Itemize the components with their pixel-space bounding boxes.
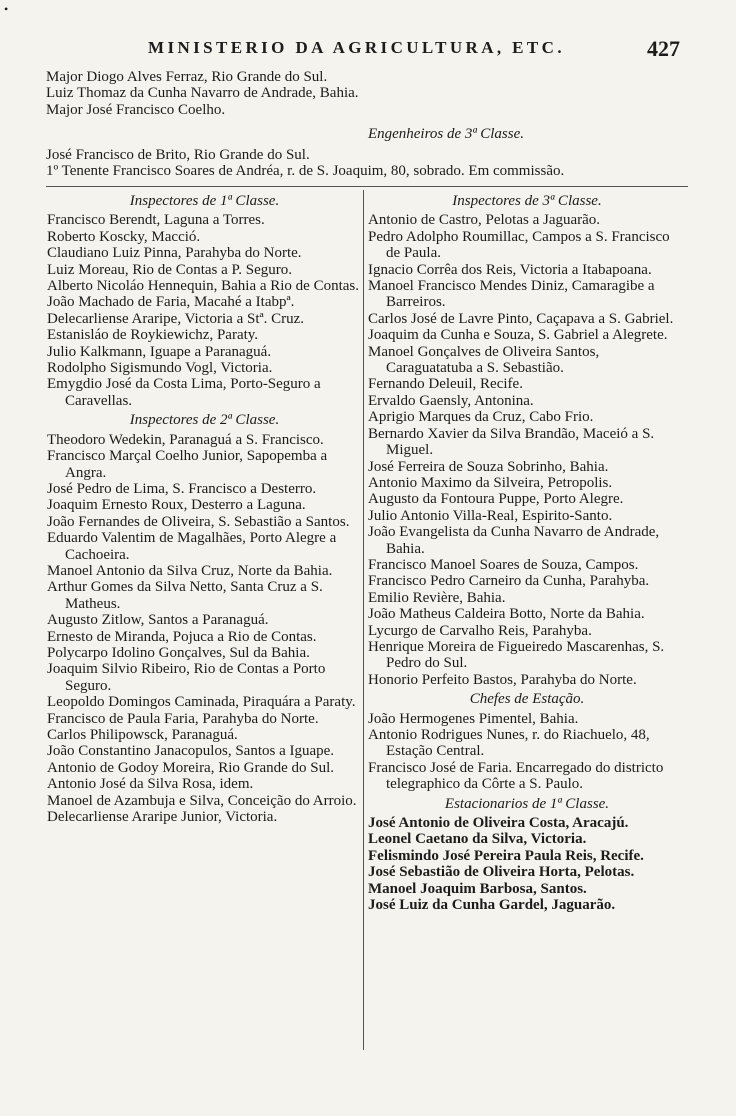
right-column bbox=[368, 190, 686, 913]
list-item: Francisco Pedro Carneiro da Cunha, Parahyba. bbox=[368, 573, 650, 590]
list-item: Emygdio José da Costa Lima, Porto-Seguro a Caravellas. bbox=[47, 376, 321, 409]
list-item: Manoel de Azambuja e Silva, Conceição do Arroio. bbox=[47, 792, 357, 809]
entry-list bbox=[368, 815, 686, 913]
page-header bbox=[140, 36, 680, 66]
list-item: Joaquim Ernesto Roux, Desterro a Laguna. bbox=[47, 497, 306, 514]
list-item: Alberto Nicoláo Hennequin, Bahia a Rio de Contas. bbox=[47, 278, 360, 295]
list-item: Francisco Berendt, Laguna a Torres. bbox=[47, 212, 265, 229]
list-item: José Francisco de Brito, Rio Grande do Sul. bbox=[46, 146, 310, 163]
section-heading-inspectores-1: Inspectores de 1ª Classe. bbox=[129, 193, 280, 209]
section-heading-estacionarios: Estacionarios de 1ª Classe. bbox=[444, 795, 610, 812]
list-item: Polycarpo Idolino Gonçalves, Sul da Bahia. bbox=[47, 644, 310, 661]
list-item: Antonio José da Silva Rosa, idem. bbox=[47, 776, 254, 793]
list-item: Aprigio Marques da Cruz, Cabo Frio. bbox=[368, 409, 594, 426]
list-item: Julio Kalkmann, Iguape a Paranaguá. bbox=[47, 343, 272, 360]
list-item: Bernardo Xavier da Silva Brandão, Maceió a S. Miguel. bbox=[368, 425, 655, 459]
list-item: Antonio de Godoy Moreira, Rio Grande do Sul. bbox=[47, 759, 335, 776]
list-item: Arthur Gomes da Silva Netto, Santa Cruz a S. Matheus. bbox=[47, 579, 323, 612]
list-item: Francisco Marçal Coelho Junior, Sapopemba a Angra. bbox=[47, 448, 328, 481]
list-item: Honorio Perfeito Bastos, Parahyba do Norte. bbox=[368, 671, 637, 688]
list-item: José Luiz da Cunha Gardel, Jaguarão. bbox=[368, 897, 616, 914]
list-item: João Fernandes de Oliveira, S. Sebastião a Santos. bbox=[47, 513, 350, 530]
list-item: Pedro Adolpho Roumillac, Campos a S. Francisco de Paula. bbox=[368, 228, 670, 262]
list-item: Julio Antonio Villa-Real, Espirito-Santo. bbox=[368, 507, 613, 524]
list-item: Francisco de Paula Faria, Parahyba do Norte. bbox=[47, 710, 319, 727]
list-item: João Matheus Caldeira Botto, Norte da Bahia. bbox=[368, 606, 645, 623]
list-item: João Machado de Faria, Macahé a Itabpª. bbox=[47, 294, 295, 311]
list-item: Estanisláo de Roykiewichz, Paraty. bbox=[47, 327, 259, 344]
list-item: Augusto da Fontoura Puppe, Porto Alegre. bbox=[368, 491, 624, 508]
list-item: Ernesto de Miranda, Pojuca a Rio de Contas. bbox=[47, 628, 317, 645]
list-item: Antonio Rodrigues Nunes, r. do Riachuelo, 48, Estação Central. bbox=[368, 727, 650, 760]
page-number: 427 bbox=[647, 36, 680, 61]
list-item: Delecarliense Araripe Junior, Victoria. bbox=[47, 809, 278, 826]
list-item: Francisco José de Faria. Encarregado do districto telegraphico da Côrte a S. Paulo. bbox=[368, 759, 664, 793]
entry-list bbox=[47, 212, 362, 409]
column-top-rule bbox=[46, 186, 688, 187]
list-item: Ignacio Corrêa dos Reis, Victoria a Itabapoana. bbox=[368, 261, 652, 278]
top-block bbox=[46, 69, 696, 179]
list-item: Major Diogo Alves Ferraz, Rio Grande do Sul. bbox=[46, 69, 328, 85]
margin-mark: • bbox=[4, 2, 9, 16]
list-item: Carlos Philipowsck, Paranaguá. bbox=[47, 727, 238, 743]
list-item: João Evangelista da Cunha Navarro de Andrade, Bahia. bbox=[368, 524, 660, 557]
entry-list bbox=[368, 711, 686, 793]
list-item: Leonel Caetano da Silva, Victoria. bbox=[368, 831, 587, 848]
list-item: 1º Tenente Francisco Soares de Andréa, r. de S. Joaquim, 80, sobrado. Em commissão. bbox=[46, 163, 565, 180]
list-item: Carlos José de Lavre Pinto, Caçapava a S. Gabriel. bbox=[368, 310, 674, 327]
list-item: José Sebastião de Oliveira Horta, Pelotas. bbox=[368, 864, 635, 881]
list-item: José Antonio de Oliveira Costa, Aracajú. bbox=[368, 815, 629, 832]
list-item: Joaquim da Cunha e Souza, S. Gabriel a Alegrete. bbox=[368, 327, 668, 344]
list-item: Manoel Antonio da Silva Cruz, Norte da Bahia. bbox=[47, 562, 333, 579]
entry-list bbox=[368, 212, 686, 688]
list-item: Fernando Deleuil, Recife. bbox=[368, 376, 523, 393]
list-item: Antonio Maximo da Silveira, Petropolis. bbox=[368, 474, 613, 491]
list-item: Augusto Zitlow, Santos a Paranaguá. bbox=[47, 612, 269, 629]
list-item: Manoel Francisco Mendes Diniz, Camaragibe a Barreiros. bbox=[368, 278, 655, 311]
list-item: José Ferreira de Souza Sobrinho, Bahia. bbox=[368, 458, 609, 475]
list-item: Delecarliense Araripe, Victoria a Stª. Cruz. bbox=[47, 310, 305, 327]
list-item: Lycurgo de Carvalho Reis, Parahyba. bbox=[368, 622, 592, 639]
list-item: Antonio de Castro, Pelotas a Jaguarão. bbox=[368, 212, 601, 229]
list-item: Claudiano Luiz Pinna, Parahyba do Norte. bbox=[47, 245, 302, 262]
list-item: José Pedro de Lima, S. Francisco a Desterro. bbox=[47, 480, 317, 497]
running-title: MINISTERIO DA AGRICULTURA, ETC. bbox=[148, 38, 565, 57]
list-item: João Hermogenes Pimentel, Bahia. bbox=[368, 710, 579, 727]
section-heading-chefes: Chefes de Estação. bbox=[469, 691, 585, 708]
list-item: Leopoldo Domingos Caminada, Piraquára a Paraty. bbox=[47, 694, 356, 711]
list-item: Manoel Gonçalves de Oliveira Santos, Caraguatatuba a S. Sebastião. bbox=[368, 343, 600, 377]
list-item: Francisco Manoel Soares de Souza, Campos. bbox=[368, 556, 639, 573]
list-item: Henrique Moreira de Figueiredo Mascarenhas, S. Pedro do Sul. bbox=[368, 638, 665, 672]
list-item: Luiz Moreau, Rio de Contas a P. Seguro. bbox=[47, 261, 292, 278]
list-item: Luiz Thomaz da Cunha Navarro de Andrade, Bahia. bbox=[46, 85, 359, 102]
section-heading-inspectores-2: Inspectores de 2ª Classe. bbox=[129, 412, 280, 429]
list-item: Rodolpho Sigismundo Vogl, Victoria. bbox=[47, 360, 273, 377]
list-item: Major José Francisco Coelho. bbox=[46, 101, 226, 118]
entry-list bbox=[47, 432, 362, 826]
list-item: Emilio Revière, Bahia. bbox=[368, 589, 506, 606]
list-item: Eduardo Valentim de Magalhães, Porto Alegre a Cachoeira. bbox=[47, 530, 337, 563]
list-item: Ervaldo Gaensly, Antonina. bbox=[368, 392, 534, 409]
list-item: Joaquim Silvio Ribeiro, Rio de Contas a Porto Seguro. bbox=[47, 661, 326, 694]
list-item: Manoel Joaquim Barbosa, Santos. bbox=[368, 880, 587, 897]
list-item: Theodoro Wedekin, Paranaguá a S. Francisco. bbox=[47, 431, 324, 448]
section-heading-inspectores-3: Inspectores de 3ª Classe. bbox=[452, 193, 602, 209]
list-item: Roberto Koscky, Macció. bbox=[47, 228, 201, 245]
column-divider bbox=[363, 190, 364, 1050]
list-item: Felismindo José Pereira Paula Reis, Recife. bbox=[368, 847, 644, 864]
list-item: João Constantino Janacopulos, Santos a Iguape. bbox=[47, 743, 335, 760]
section-heading-engenheiros: Engenheiros de 3ª Classe. bbox=[367, 126, 525, 143]
left-column bbox=[47, 190, 362, 825]
